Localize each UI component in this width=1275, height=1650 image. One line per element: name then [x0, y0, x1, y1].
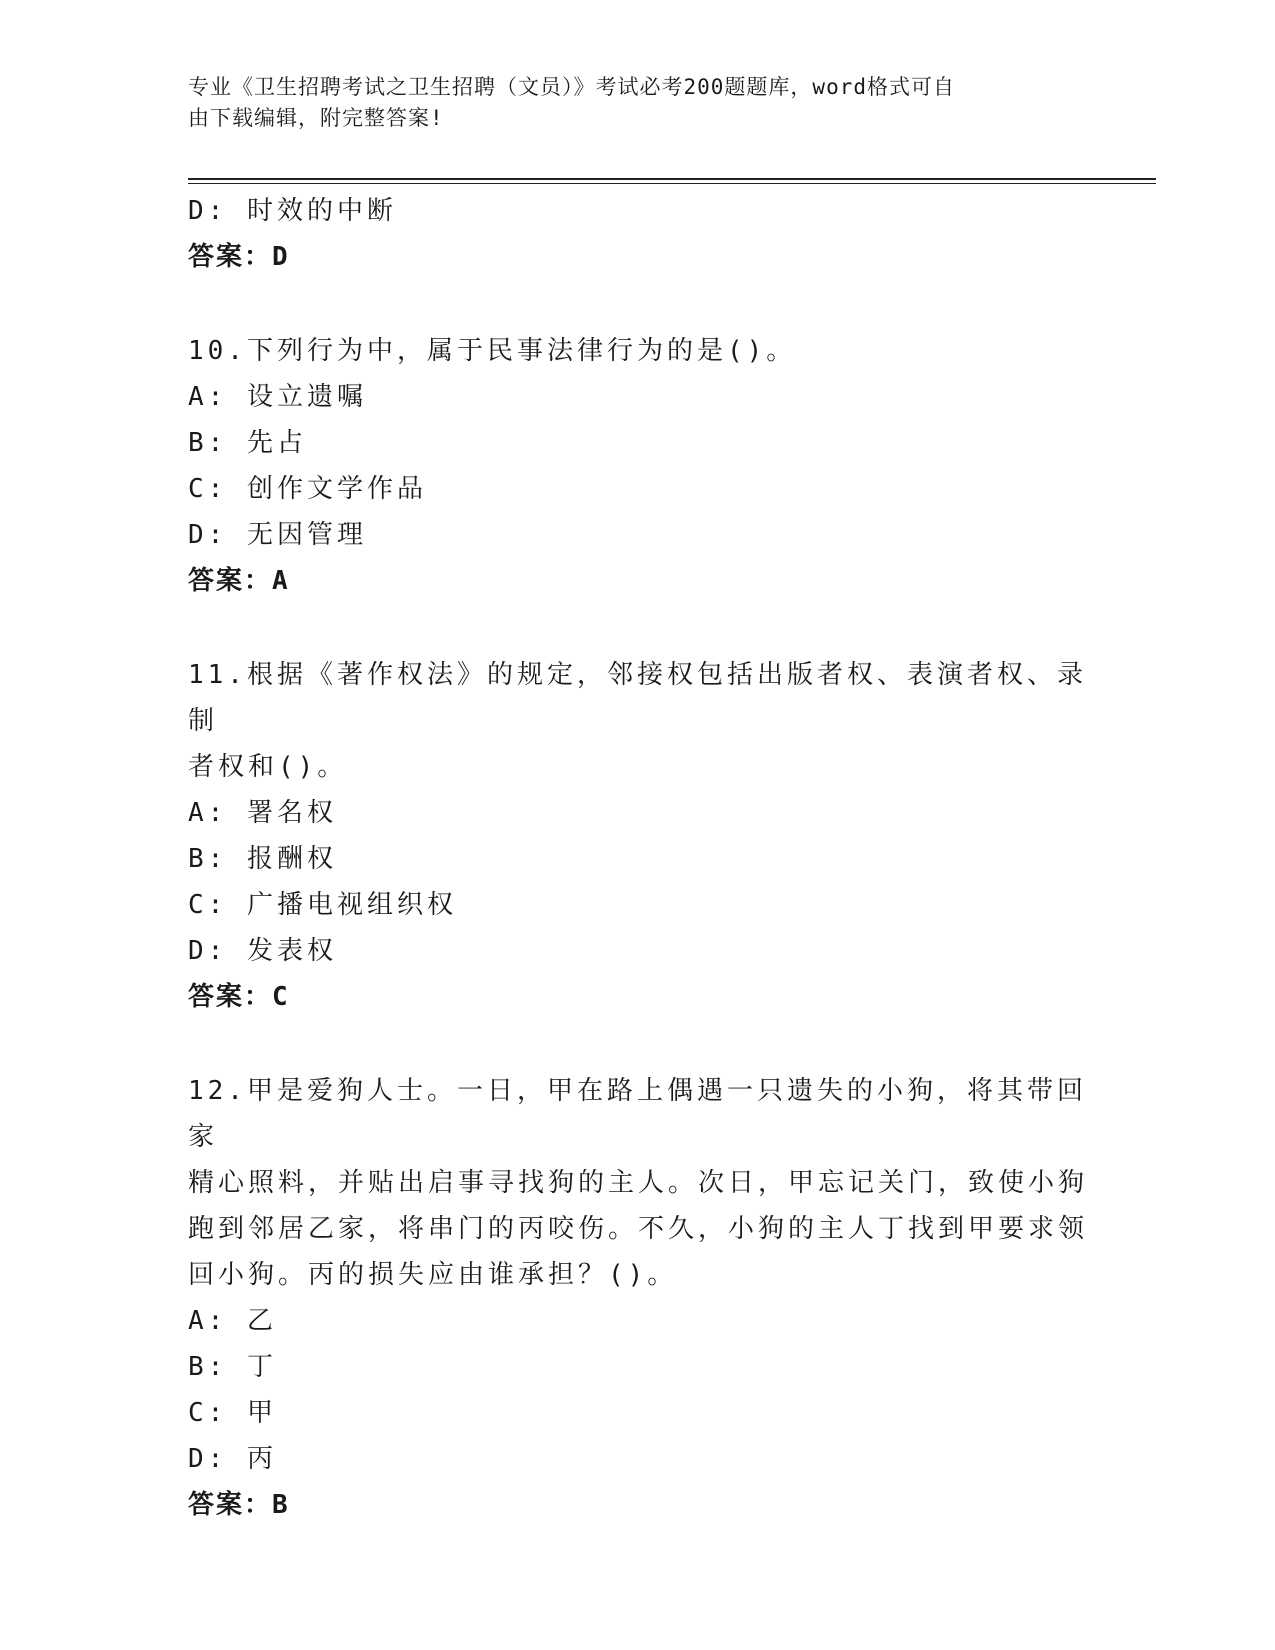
document-header	[188, 72, 1088, 134]
question-11	[188, 652, 1088, 1020]
option-b: B: 丁	[188, 1352, 277, 1382]
option-d: D: 无因管理	[188, 520, 367, 550]
header-line-2: 由下载编辑，附完整答案!	[188, 106, 444, 130]
header-divider-thick	[188, 178, 1156, 180]
question-stem	[188, 1068, 1088, 1298]
option-b: B: 先占	[188, 428, 307, 458]
option-b: B: 报酬权	[188, 844, 337, 874]
option-c: C: 甲	[188, 1398, 277, 1428]
question-stem	[188, 652, 1088, 790]
answer-line: 答案：C	[188, 982, 290, 1012]
header-divider-thin	[188, 183, 1156, 184]
answer-line: 答案：A	[188, 566, 290, 596]
option-d: D: 发表权	[188, 936, 337, 966]
option-d: D: 时效的中断	[188, 196, 397, 226]
stem-line: 11.根据《著作权法》的规定，邻接权包括出版者权、表演者权、录制	[188, 660, 1087, 736]
option-a: A: 设立遗嘱	[188, 382, 367, 412]
question-list	[188, 188, 1088, 1528]
stem-line: 者权和()。	[188, 752, 348, 782]
option-c: C: 广播电视组织权	[188, 890, 457, 920]
stem-line: 12.甲是爱狗人士。一日，甲在路上偶遇一只遗失的小狗，将其带回家	[188, 1076, 1087, 1152]
stem-line: 回小狗。丙的损失应由谁承担？()。	[188, 1260, 678, 1290]
answer-line: 答案：D	[188, 242, 290, 272]
question-12	[188, 1068, 1088, 1528]
stem-line: 10.下列行为中，属于民事法律行为的是()。	[188, 336, 797, 366]
option-a: A: 乙	[188, 1306, 277, 1336]
question-fragment	[188, 188, 1088, 280]
option-c: C: 创作文学作品	[188, 474, 427, 504]
question-stem	[188, 328, 1088, 374]
stem-line: 精心照料，并贴出启事寻找狗的主人。次日，甲忘记关门，致使小狗	[188, 1168, 1089, 1198]
stem-line: 跑到邻居乙家，将串门的丙咬伤。不久，小狗的主人丁找到甲要求领	[188, 1214, 1089, 1244]
header-line-1: 专业《卫生招聘考试之卫生招聘（文员）》考试必考200题题库，word格式可自	[188, 75, 955, 99]
option-d: D: 丙	[188, 1444, 277, 1474]
option-a: A: 署名权	[188, 798, 337, 828]
answer-line: 答案：B	[188, 1490, 290, 1520]
question-10	[188, 328, 1088, 604]
